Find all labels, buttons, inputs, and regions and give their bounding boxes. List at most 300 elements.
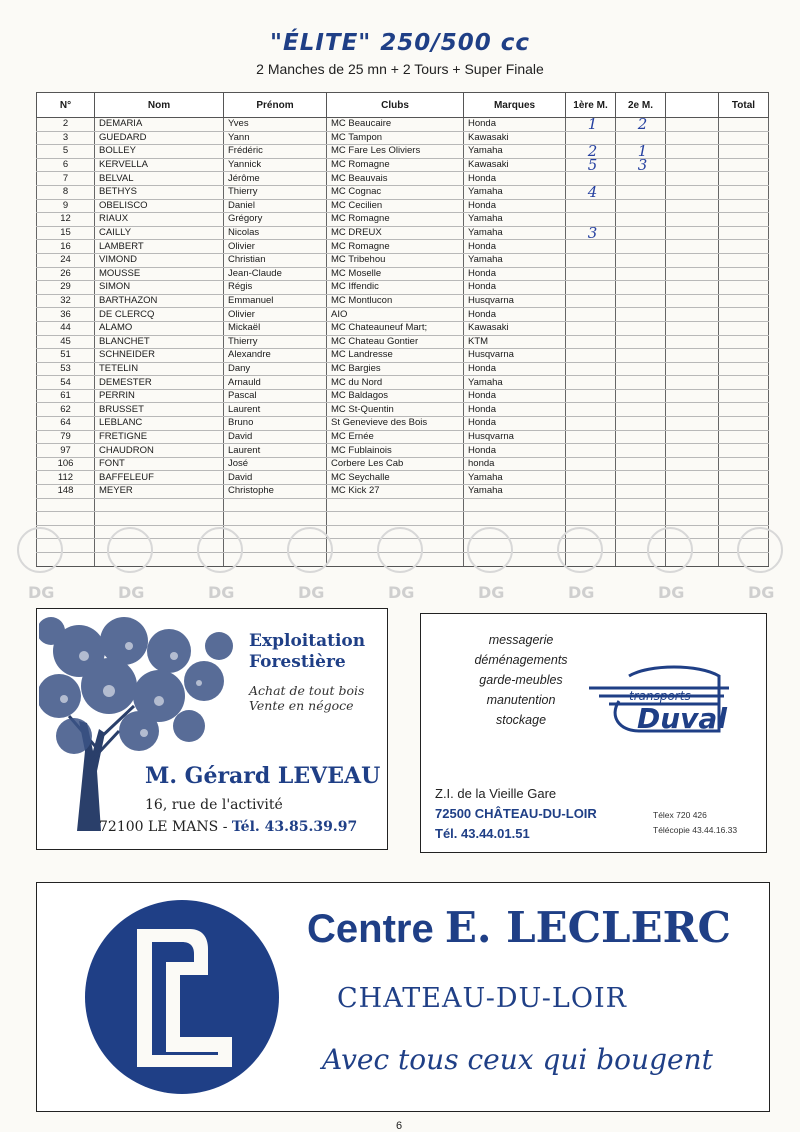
empty-cell (37, 525, 95, 539)
duval-fax: Télécopie 43.44.16.33 (653, 825, 738, 835)
table-row (37, 389, 769, 403)
cell-club: MC Tribehou (327, 253, 464, 267)
cell-club: MC Romagne (327, 240, 464, 254)
cell-extra (666, 131, 719, 145)
cell-extra (666, 362, 719, 376)
col-header-prenom: Prénom (224, 93, 327, 118)
empty-cell (616, 539, 666, 553)
cell-marque: Honda (464, 267, 566, 281)
col-header-nom: Nom (95, 93, 224, 118)
watermark-text: DG (118, 583, 145, 602)
table-row (37, 281, 769, 295)
cell-prenom: Emmanuel (224, 294, 327, 308)
col-header-manche1: 1ère M. (566, 93, 616, 118)
cell-marque: Yamaha (464, 226, 566, 240)
cell-manche1 (566, 457, 616, 471)
cell-manche1 (566, 281, 616, 295)
cell-extra (666, 253, 719, 267)
duval-phone-line (435, 824, 597, 844)
cell-marque: KTM (464, 335, 566, 349)
watermark-text: DG (208, 583, 235, 602)
forest-ad (36, 608, 388, 850)
cell-manche1: 5 (566, 158, 616, 172)
cell-prenom: Yann (224, 131, 327, 145)
cell-nom: OBELISCO (95, 199, 224, 213)
table-row (37, 158, 769, 172)
cell-manche2 (616, 281, 666, 295)
cell-club: MC Fublainois (327, 444, 464, 458)
cell-prenom: Daniel (224, 199, 327, 213)
table-row (37, 335, 769, 349)
empty-cell (464, 512, 566, 526)
cell-manche2 (616, 185, 666, 199)
cell-prenom: Olivier (224, 240, 327, 254)
table-row (37, 226, 769, 240)
table-row (37, 145, 769, 159)
cell-club: MC Cognac (327, 185, 464, 199)
cell-marque: Husqvarna (464, 294, 566, 308)
duval-addr-line2 (435, 804, 597, 824)
cell-num: 106 (37, 457, 95, 471)
empty-cell (666, 553, 719, 567)
forest-title-line1: Exploitation (249, 631, 366, 651)
cell-manche2 (616, 131, 666, 145)
empty-cell (37, 553, 95, 567)
cell-prenom: Arnauld (224, 376, 327, 390)
table-row (37, 185, 769, 199)
cell-total (719, 199, 769, 213)
empty-row (37, 498, 769, 512)
empty-cell (37, 539, 95, 553)
cell-nom: MEYER (95, 485, 224, 499)
watermark-text: DG (658, 583, 685, 602)
table-row (37, 321, 769, 335)
cell-club: St Genevieve des Bois (327, 417, 464, 431)
cell-prenom: Thierry (224, 335, 327, 349)
cell-manche1 (566, 389, 616, 403)
empty-cell (616, 498, 666, 512)
cell-prenom: Dany (224, 362, 327, 376)
cell-num: 24 (37, 253, 95, 267)
cell-marque: Honda (464, 281, 566, 295)
cell-total (719, 335, 769, 349)
cell-marque: Honda (464, 199, 566, 213)
cell-num: 51 (37, 349, 95, 363)
cell-manche1 (566, 485, 616, 499)
cell-marque: Husqvarna (464, 430, 566, 444)
cell-manche1: 2 (566, 145, 616, 159)
cell-prenom: José (224, 457, 327, 471)
cell-extra (666, 403, 719, 417)
cell-nom: MOUSSE (95, 267, 224, 281)
cell-prenom: Mickaël (224, 321, 327, 335)
cell-num: 61 (37, 389, 95, 403)
table-row (37, 362, 769, 376)
table-row (37, 485, 769, 499)
cell-extra (666, 240, 719, 254)
cell-total (719, 349, 769, 363)
leclerc-title (307, 903, 731, 952)
leclerc-ad (36, 882, 770, 1112)
page-title: "ÉLITE" 250/500 cc (270, 30, 530, 56)
cell-marque: honda (464, 457, 566, 471)
table-row (37, 444, 769, 458)
cell-marque: Yamaha (464, 185, 566, 199)
cell-prenom: Bruno (224, 417, 327, 431)
cell-total (719, 118, 769, 132)
cell-total (719, 185, 769, 199)
cell-manche1 (566, 240, 616, 254)
cell-manche1 (566, 403, 616, 417)
cell-marque: Honda (464, 118, 566, 132)
cell-extra (666, 213, 719, 227)
cell-nom: DE CLERCQ (95, 308, 224, 322)
cell-marque: Kawasaki (464, 321, 566, 335)
table-row (37, 267, 769, 281)
cell-num: 64 (37, 417, 95, 431)
cell-manche1 (566, 267, 616, 281)
table-row (37, 349, 769, 363)
empty-cell (616, 512, 666, 526)
empty-cell (464, 539, 566, 553)
cell-extra (666, 417, 719, 431)
cell-manche1 (566, 349, 616, 363)
table-row (37, 294, 769, 308)
cell-manche2 (616, 321, 666, 335)
empty-cell (464, 498, 566, 512)
cell-total (719, 267, 769, 281)
cell-manche1 (566, 430, 616, 444)
cell-club: MC Montlucon (327, 294, 464, 308)
cell-nom: ALAMO (95, 321, 224, 335)
cell-marque: Yamaha (464, 213, 566, 227)
forest-city: 72100 LE MANS - (99, 819, 232, 835)
cell-manche2 (616, 417, 666, 431)
watermark-text: DG (388, 583, 415, 602)
cell-total (719, 471, 769, 485)
empty-cell (566, 512, 616, 526)
empty-cell (37, 498, 95, 512)
cell-prenom: Grégory (224, 213, 327, 227)
cell-num: 15 (37, 226, 95, 240)
cell-manche1 (566, 417, 616, 431)
empty-cell (616, 553, 666, 567)
col-header-num: N° (37, 93, 95, 118)
cell-nom: TETELIN (95, 362, 224, 376)
empty-cell (719, 498, 769, 512)
table-row (37, 253, 769, 267)
cell-prenom: David (224, 430, 327, 444)
cell-manche1 (566, 335, 616, 349)
col-header-marques: Marques (464, 93, 566, 118)
service-item: stockage (495, 713, 547, 727)
cell-num: 36 (37, 308, 95, 322)
cell-total (719, 131, 769, 145)
cell-prenom: Thierry (224, 185, 327, 199)
cell-nom: RIAUX (95, 213, 224, 227)
cell-nom: KERVELLA (95, 158, 224, 172)
cell-manche2 (616, 430, 666, 444)
cell-marque: Yamaha (464, 376, 566, 390)
cell-club: MC Romagne (327, 158, 464, 172)
empty-cell (719, 553, 769, 567)
table-row (37, 376, 769, 390)
cell-nom: BELVAL (95, 172, 224, 186)
empty-cell (224, 512, 327, 526)
table-row (37, 118, 769, 132)
forest-title-line2: Forestière (249, 652, 346, 672)
empty-cell (95, 512, 224, 526)
cell-manche2 (616, 253, 666, 267)
cell-nom: BARTHAZON (95, 294, 224, 308)
cell-total (719, 417, 769, 431)
cell-marque: Yamaha (464, 471, 566, 485)
cell-nom: FRETIGNE (95, 430, 224, 444)
cell-nom: DEMESTER (95, 376, 224, 390)
cell-extra (666, 471, 719, 485)
cell-num: 26 (37, 267, 95, 281)
cell-manche1: 1 (566, 118, 616, 132)
forest-desc-line2: Vente en négoce (249, 698, 354, 713)
cell-extra (666, 226, 719, 240)
cell-club: MC Landresse (327, 349, 464, 363)
duval-telex-fax (653, 808, 737, 838)
cell-manche1 (566, 471, 616, 485)
empty-cell (95, 553, 224, 567)
cell-nom: LAMBERT (95, 240, 224, 254)
duval-address (435, 784, 597, 844)
cell-prenom: Régis (224, 281, 327, 295)
cell-manche2 (616, 485, 666, 499)
empty-cell (666, 498, 719, 512)
cell-num: 62 (37, 403, 95, 417)
cell-marque: Kawasaki (464, 131, 566, 145)
cell-num: 7 (37, 172, 95, 186)
cell-extra (666, 389, 719, 403)
cell-total (719, 376, 769, 390)
cell-marque: Honda (464, 389, 566, 403)
cell-total (719, 145, 769, 159)
table-body (37, 118, 769, 567)
watermark-text: DG (568, 583, 595, 602)
col-header-blank (666, 93, 719, 118)
empty-cell (566, 539, 616, 553)
cell-nom: DEMARIA (95, 118, 224, 132)
cell-nom: BRUSSET (95, 403, 224, 417)
cell-marque: Honda (464, 172, 566, 186)
cell-nom: PERRIN (95, 389, 224, 403)
empty-row (37, 525, 769, 539)
cell-manche1 (566, 294, 616, 308)
cell-manche2 (616, 403, 666, 417)
cell-nom: BAFFELEUF (95, 471, 224, 485)
cell-num: 29 (37, 281, 95, 295)
cell-manche2: 1 (616, 145, 666, 159)
cell-nom: FONT (95, 457, 224, 471)
table-row (37, 308, 769, 322)
cell-extra (666, 376, 719, 390)
cell-nom: SIMON (95, 281, 224, 295)
table-row (37, 417, 769, 431)
results-table (36, 92, 769, 567)
empty-cell (327, 553, 464, 567)
duval-logo (579, 656, 754, 746)
cell-club: MC Baldagos (327, 389, 464, 403)
cell-total (719, 430, 769, 444)
cell-total (719, 457, 769, 471)
cell-total (719, 172, 769, 186)
cell-total (719, 240, 769, 254)
duval-services (451, 630, 591, 730)
cell-extra (666, 335, 719, 349)
empty-cell (666, 539, 719, 553)
cell-club: AIO (327, 308, 464, 322)
forest-description (249, 683, 364, 713)
cell-manche2 (616, 457, 666, 471)
cell-total (719, 403, 769, 417)
cell-prenom: Jérôme (224, 172, 327, 186)
table-row (37, 213, 769, 227)
cell-nom: GUEDARD (95, 131, 224, 145)
empty-cell (327, 525, 464, 539)
col-header-total: Total (719, 93, 769, 118)
watermark-text: DG (478, 583, 505, 602)
empty-cell (224, 525, 327, 539)
cell-nom: BLANCHET (95, 335, 224, 349)
cell-extra (666, 145, 719, 159)
cell-extra (666, 485, 719, 499)
cell-manche1 (566, 444, 616, 458)
forest-address: 16, rue de l'activité (145, 797, 283, 813)
cell-extra (666, 199, 719, 213)
cell-club: MC Iffendic (327, 281, 464, 295)
cell-club: Corbere Les Cab (327, 457, 464, 471)
cell-prenom: Pascal (224, 389, 327, 403)
leclerc-title-name: E. LECLERC (444, 903, 731, 952)
empty-cell (464, 553, 566, 567)
cell-manche2 (616, 308, 666, 322)
cell-num: 6 (37, 158, 95, 172)
cell-num: 2 (37, 118, 95, 132)
cell-manche2: 2 (616, 118, 666, 132)
cell-club: MC du Nord (327, 376, 464, 390)
cell-club: MC Fare Les Oliviers (327, 145, 464, 159)
col-header-clubs: Clubs (327, 93, 464, 118)
cell-prenom: Laurent (224, 403, 327, 417)
cell-total (719, 294, 769, 308)
empty-row (37, 553, 769, 567)
cell-manche1 (566, 376, 616, 390)
empty-cell (464, 525, 566, 539)
cell-extra (666, 457, 719, 471)
cell-manche1 (566, 362, 616, 376)
cell-total (719, 321, 769, 335)
cell-total (719, 158, 769, 172)
cell-manche2 (616, 267, 666, 281)
cell-marque: Honda (464, 240, 566, 254)
cell-total (719, 226, 769, 240)
cell-nom: CAILLY (95, 226, 224, 240)
cell-prenom: Olivier (224, 308, 327, 322)
cell-nom: BOLLEY (95, 145, 224, 159)
table-row (37, 457, 769, 471)
empty-cell (224, 539, 327, 553)
cell-num: 5 (37, 145, 95, 159)
empty-cell (327, 539, 464, 553)
cell-num: 148 (37, 485, 95, 499)
empty-cell (666, 525, 719, 539)
cell-extra (666, 281, 719, 295)
service-item: manutention (486, 693, 556, 707)
cell-extra (666, 430, 719, 444)
cell-extra (666, 172, 719, 186)
cell-num: 12 (37, 213, 95, 227)
cell-manche2 (616, 294, 666, 308)
leclerc-logo (82, 897, 282, 1097)
table-row (37, 403, 769, 417)
cell-marque: Yamaha (464, 485, 566, 499)
cell-manche2 (616, 389, 666, 403)
cell-num: 54 (37, 376, 95, 390)
cell-marque: Husqvarna (464, 349, 566, 363)
cell-num: 32 (37, 294, 95, 308)
forest-city-line (99, 819, 357, 835)
cell-manche1: 3 (566, 226, 616, 240)
cell-nom: SCHNEIDER (95, 349, 224, 363)
cell-total (719, 253, 769, 267)
cell-extra (666, 308, 719, 322)
table-row (37, 199, 769, 213)
duval-city: 72500 CHÂTEAU-DU-LOIR (435, 806, 597, 821)
empty-cell (95, 498, 224, 512)
cell-prenom: Yves (224, 118, 327, 132)
cell-manche1 (566, 172, 616, 186)
cell-num: 16 (37, 240, 95, 254)
cell-nom: BETHYS (95, 185, 224, 199)
page-subtitle: 2 Manches de 25 mn + 2 Tours + Super Finale (256, 61, 544, 77)
duval-phone: Tél. 43.44.01.51 (435, 826, 530, 841)
cell-prenom: Nicolas (224, 226, 327, 240)
cell-manche1 (566, 253, 616, 267)
cell-prenom: Frédéric (224, 145, 327, 159)
table-row (37, 471, 769, 485)
cell-manche2 (616, 240, 666, 254)
leclerc-city: CHATEAU-DU-LOIR (337, 983, 627, 1014)
cell-prenom: Jean-Claude (224, 267, 327, 281)
cell-manche2: 3 (616, 158, 666, 172)
cell-total (719, 389, 769, 403)
cell-club: MC Chateauneuf Mart; (327, 321, 464, 335)
cell-num: 3 (37, 131, 95, 145)
cell-marque: Kawasaki (464, 158, 566, 172)
empty-cell (224, 498, 327, 512)
cell-extra (666, 185, 719, 199)
cell-total (719, 444, 769, 458)
cell-num: 8 (37, 185, 95, 199)
cell-manche2 (616, 226, 666, 240)
cell-club: MC Ernée (327, 430, 464, 444)
cell-club: MC Tampon (327, 131, 464, 145)
cell-extra (666, 294, 719, 308)
table-row (37, 172, 769, 186)
empty-cell (566, 553, 616, 567)
cell-marque: Honda (464, 308, 566, 322)
cell-manche2 (616, 362, 666, 376)
cell-manche2 (616, 376, 666, 390)
cell-nom: VIMOND (95, 253, 224, 267)
duval-ad (420, 613, 767, 853)
duval-logo-small: transports (629, 689, 691, 703)
